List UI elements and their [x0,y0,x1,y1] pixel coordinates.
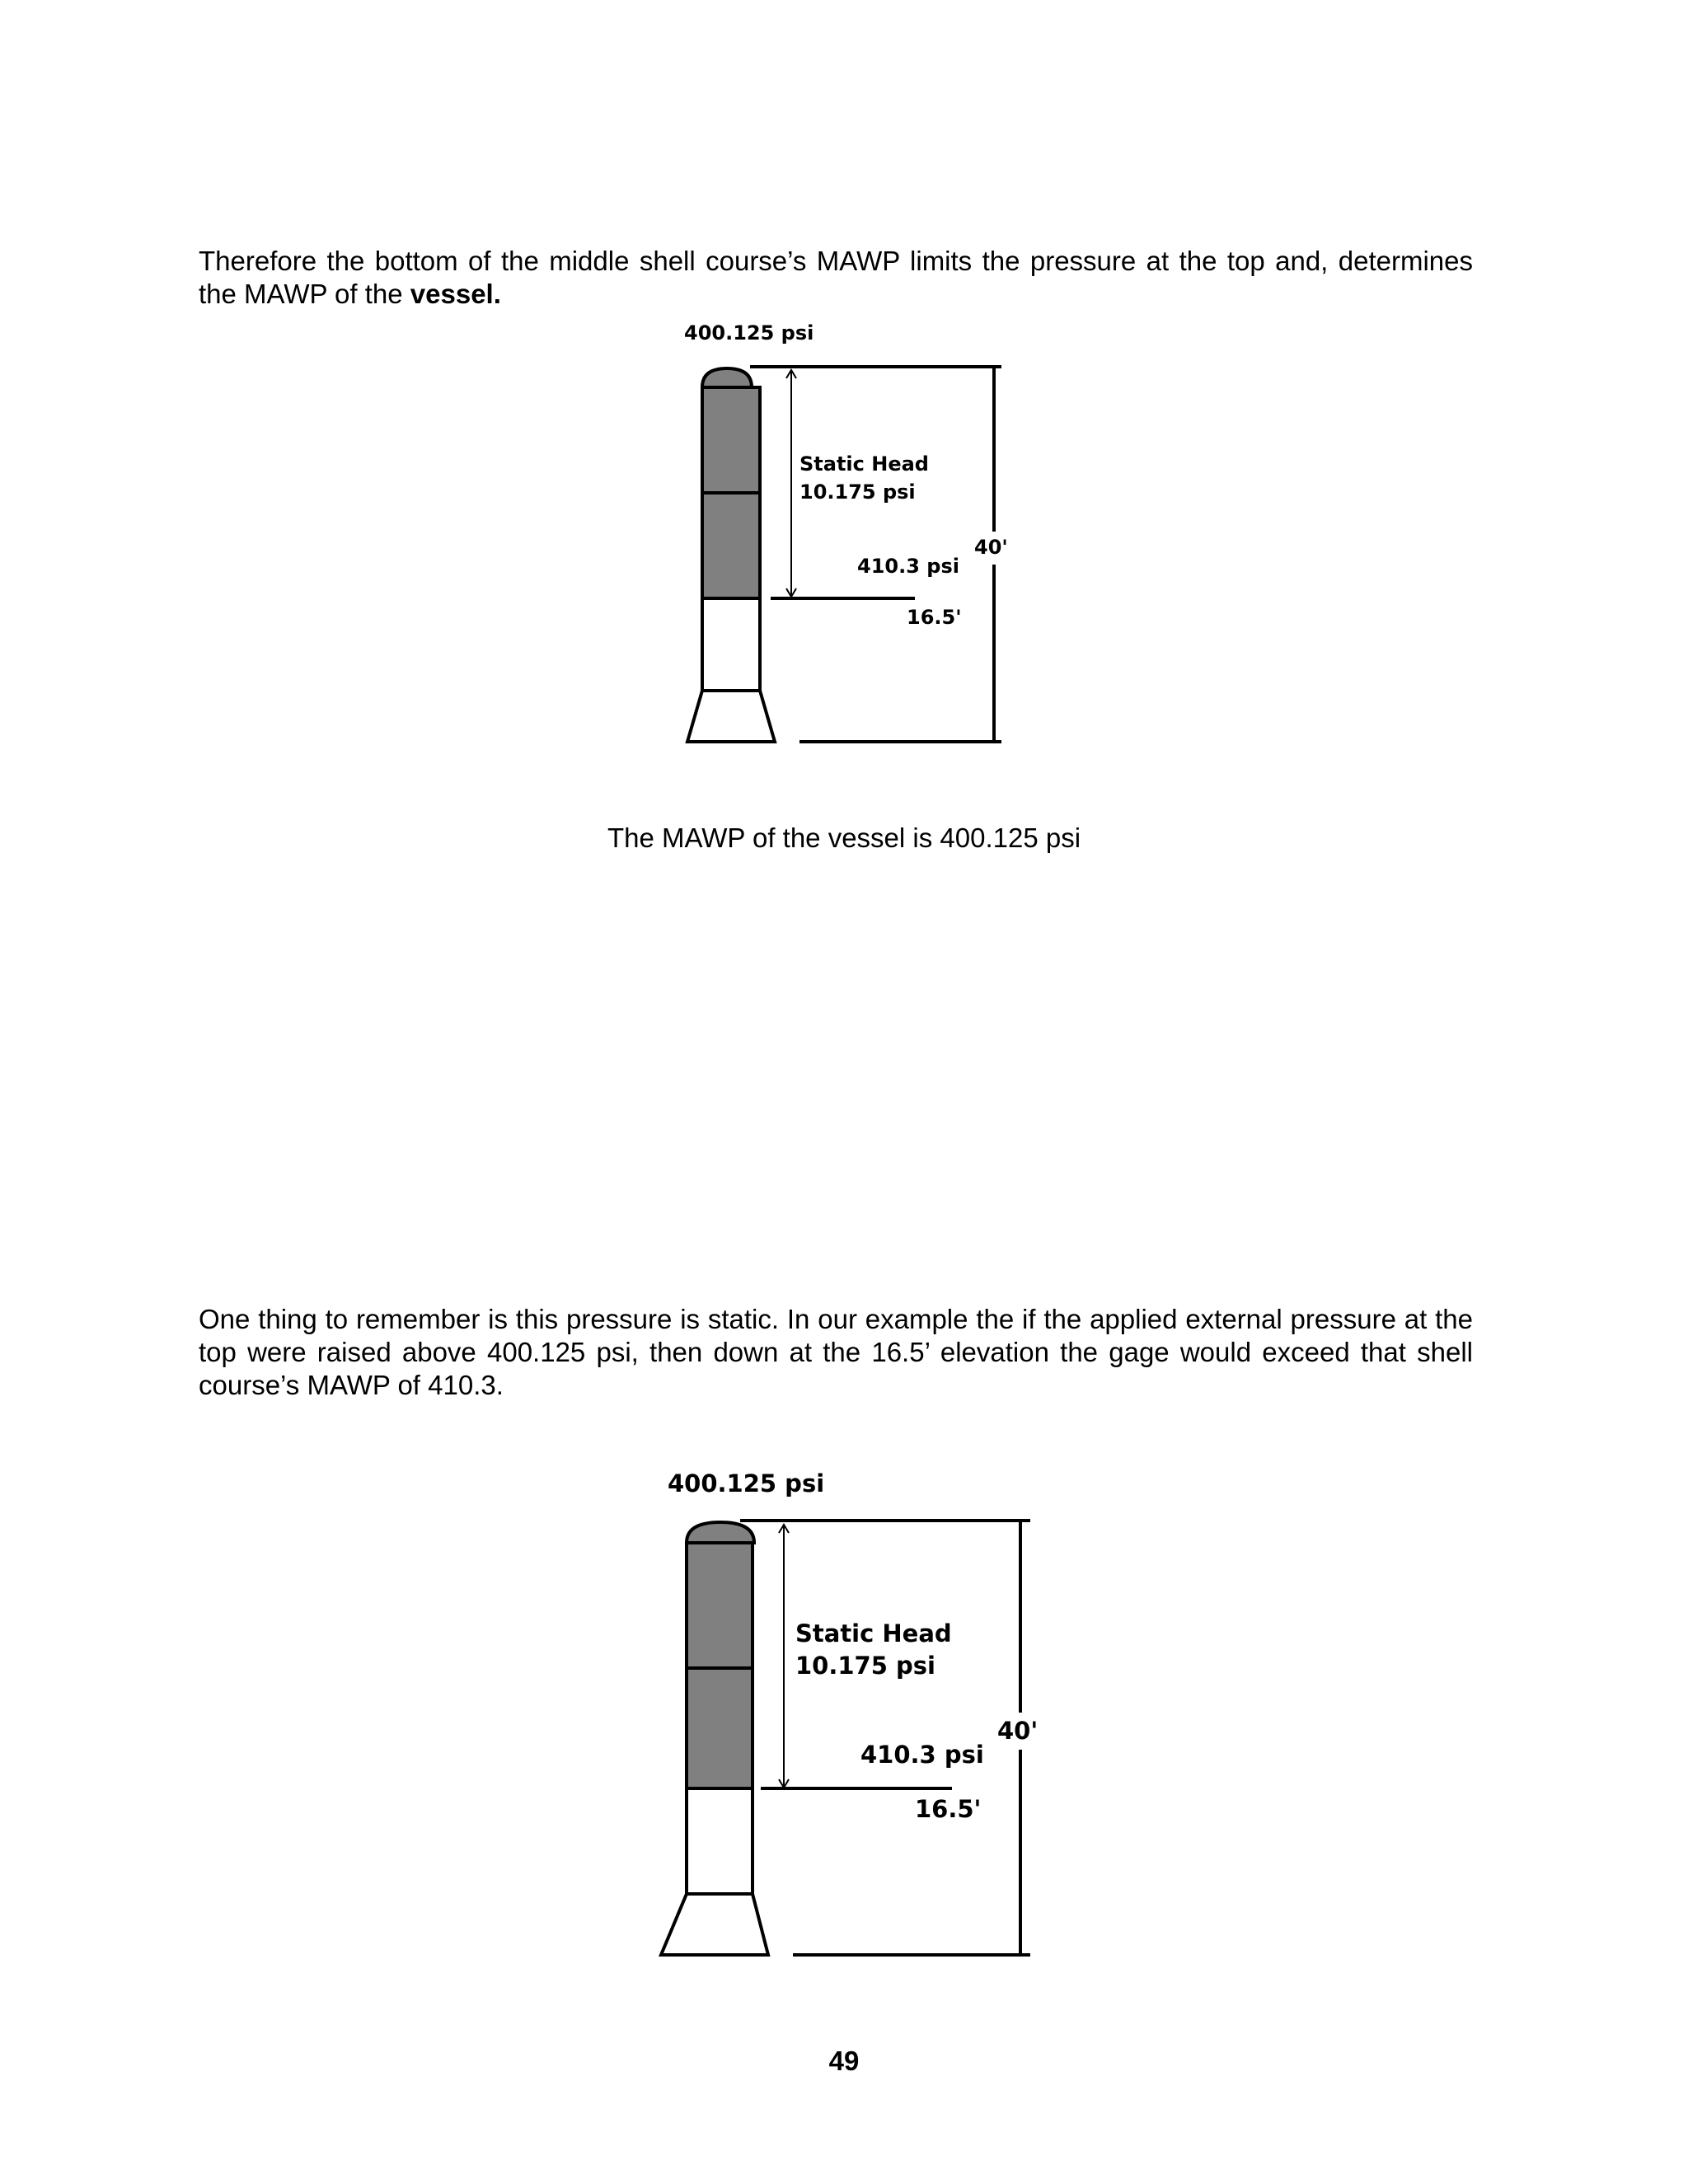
static-head-label: Static Head [795,1619,952,1647]
top-pressure-label: 400.125 psi [684,321,814,344]
static-head-value: 10.175 psi [795,1652,935,1680]
intro-paragraph-text: Therefore the bottom of the middle shell course’s MAWP limits the pressure at the top and, determines the MAWP of the [199,246,1473,309]
figure-caption: The MAWP of the vessel is 400.125 psi [607,823,1081,853]
vessel-head [702,368,752,387]
vessel-skirt [687,691,775,742]
elevation-label: 16.5' [907,606,962,629]
vessel-head [687,1522,754,1543]
top-shell-course [687,1543,753,1668]
middle-shell-course [687,1668,753,1788]
vessel-diagram-1 [668,317,1014,758]
course-pressure-label: 410.3 psi [857,555,959,578]
static-pressure-paragraph: One thing to remember is this pressure is static. In our example the if the applied external pressure at the top were raised above 400.125 psi, then down at the 16.5’ elevation the gage would exceed that shell course’s MAWP of 410.3. [199,1304,1473,1400]
vessel-skirt [661,1894,768,1955]
vessel-diagram-2 [643,1465,1039,1976]
static-head-label: Static Head [799,452,929,476]
bottom-shell-course [702,598,760,691]
top-pressure-label: 400.125 psi [668,1469,825,1497]
bottom-shell-course [687,1788,753,1894]
height-label: 40' [997,1717,1039,1745]
page-number: 49 [828,2046,860,2076]
top-shell-course [702,387,760,493]
intro-paragraph-bold: vessel. [410,279,501,309]
height-label: 40' [974,536,1008,559]
intro-paragraph [199,245,1473,311]
static-head-value: 10.175 psi [799,480,916,504]
course-pressure-label: 410.3 psi [860,1741,984,1769]
elevation-label: 16.5' [915,1795,982,1823]
middle-shell-course [702,493,760,598]
